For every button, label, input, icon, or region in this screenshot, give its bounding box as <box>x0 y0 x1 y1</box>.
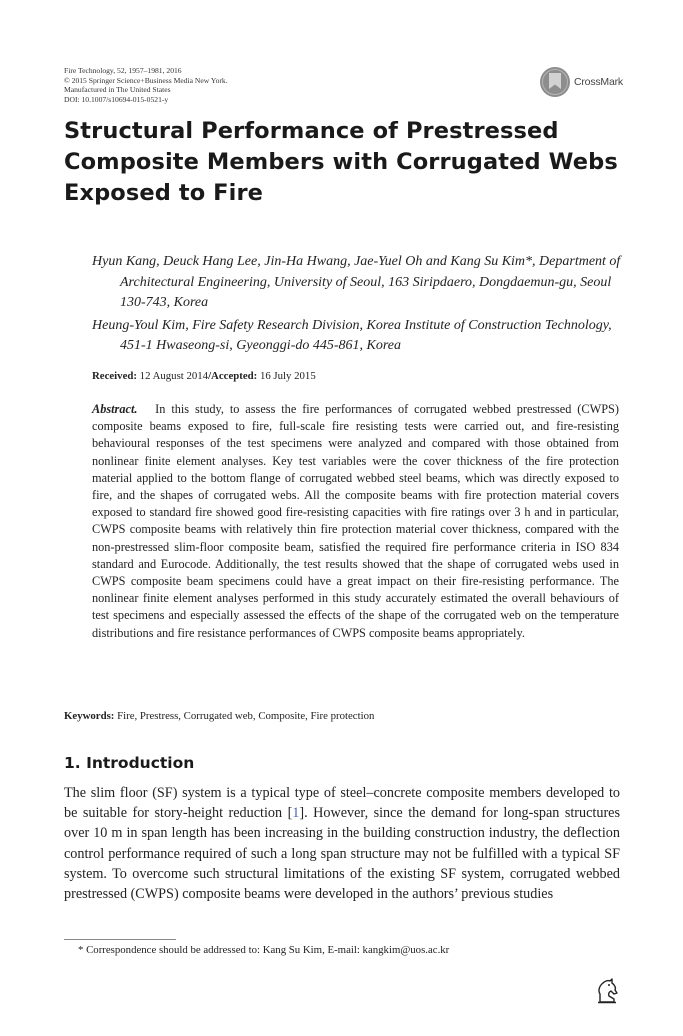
footnote-divider <box>64 939 176 940</box>
crossmark-icon <box>540 67 570 97</box>
abstract <box>92 401 619 642</box>
intro-text-2: ]. However, since the demand for long-span structures over 10 m in span length has been increasing in the building construction industry, the deflection control performance required of such a long span structure may not be fulfilled with a typical SF system. To overcome such structural limitations of the existing SF system, corrugated webbed prestressed (CWPS) composite beams were developed in the authors’ previous studies <box>64 805 620 903</box>
author-group-2: Heung-Youl Kim, Fire Safety Research Division, Korea Institute of Construction Technology, 451-1 Hwaseong-si, Gyeonggi-do 445-861, Korea <box>92 317 612 353</box>
keywords-line <box>64 710 624 722</box>
correspondence-footnote: * Correspondence should be addressed to: Kang Su Kim, E-mail: kangkim@uos.ac.kr <box>78 944 450 956</box>
author-affiliations <box>92 252 632 359</box>
accepted-label: /Accepted: <box>208 370 258 382</box>
manufactured-notice: Manufactured in The United States <box>64 85 171 95</box>
crossmark-badge[interactable] <box>540 66 623 98</box>
keywords-list: Fire, Prestress, Corrugated web, Composite, Fire protection <box>117 710 375 722</box>
dates-line <box>92 370 612 382</box>
journal-metadata <box>64 66 364 104</box>
doi[interactable]: DOI: 10.1007/s10694-015-0521-y <box>64 94 169 104</box>
keywords-label: Keywords: <box>64 710 115 722</box>
section-heading: 1. Introduction <box>64 754 195 772</box>
author-group-1: Hyun Kang, Deuck Hang Lee, Jin-Ha Hwang, Jae-Yuel Oh and Kang Su Kim*, Department of Architectural Engineering, University of Seoul, 163 Siripdaero, Dongdaemun-gu, Seoul 130-743, Korea <box>92 254 621 310</box>
journal-citation: Fire Technology, 52, 1957–1981, 2016 <box>64 66 182 75</box>
copyright-notice: © 2015 Springer Science+Business Media New York. <box>64 75 228 85</box>
abstract-label: Abstract. <box>92 402 138 416</box>
article-title: Structural Performance of Prestressed Composite Members with Corrugated Webs Exposed to Fire <box>64 118 618 206</box>
accepted-date: 16 July 2015 <box>259 370 316 382</box>
abstract-text: In this study, to assess the fire performances of corrugated webbed prestressed (CWPS) composite beams exposed to fire, full-scale fire resisting tests were carried out, and fire-resisting behavioural responses of the test specimens were analyzed and compared with those obtained from nonlinear finite element analyses. Key test variables were the cover thickness of the fire protection material applied to the bottom flange of corrugated webbed steel beams, which was directly exposed to fire, and the shapes of corrugated webs. All the composite beams with fire protection material covers exposed to standard fire showed good fire-resisting capacities with fire ratings over 3 h and in particular, CWPS composite beams with relatively thin fire protection material cover thickness, compared with the non-prestressed slim-floor composite beam, satisfied the required fire performance criteria in ISO 834 standard and Eurocode. Additionally, the test results showed that the shape of corrugated webs used in CWPS composite beam specimens could have a great impact on their fire-resisting performance. The nonlinear finite element analyses performed in this study accurately estimated the overall behaviours of test specimens and especially assessed the effects of the shape of the corrugated web on the temperature distributions and fire resistance performances of CWPS composite beams appropriately. <box>92 402 619 640</box>
introduction-paragraph <box>64 783 620 904</box>
received-label: Received: <box>92 370 137 382</box>
crossmark-label: CrossMark <box>574 76 623 88</box>
intro-text-1: The slim floor (SF) system is a typical type of steel–concrete composite members developed to be suitable for story-height reduction [ <box>64 785 620 822</box>
citation-link[interactable]: 1 <box>292 805 300 822</box>
springer-horse-icon <box>594 978 620 1004</box>
received-date: 12 August 2014 <box>139 370 209 382</box>
